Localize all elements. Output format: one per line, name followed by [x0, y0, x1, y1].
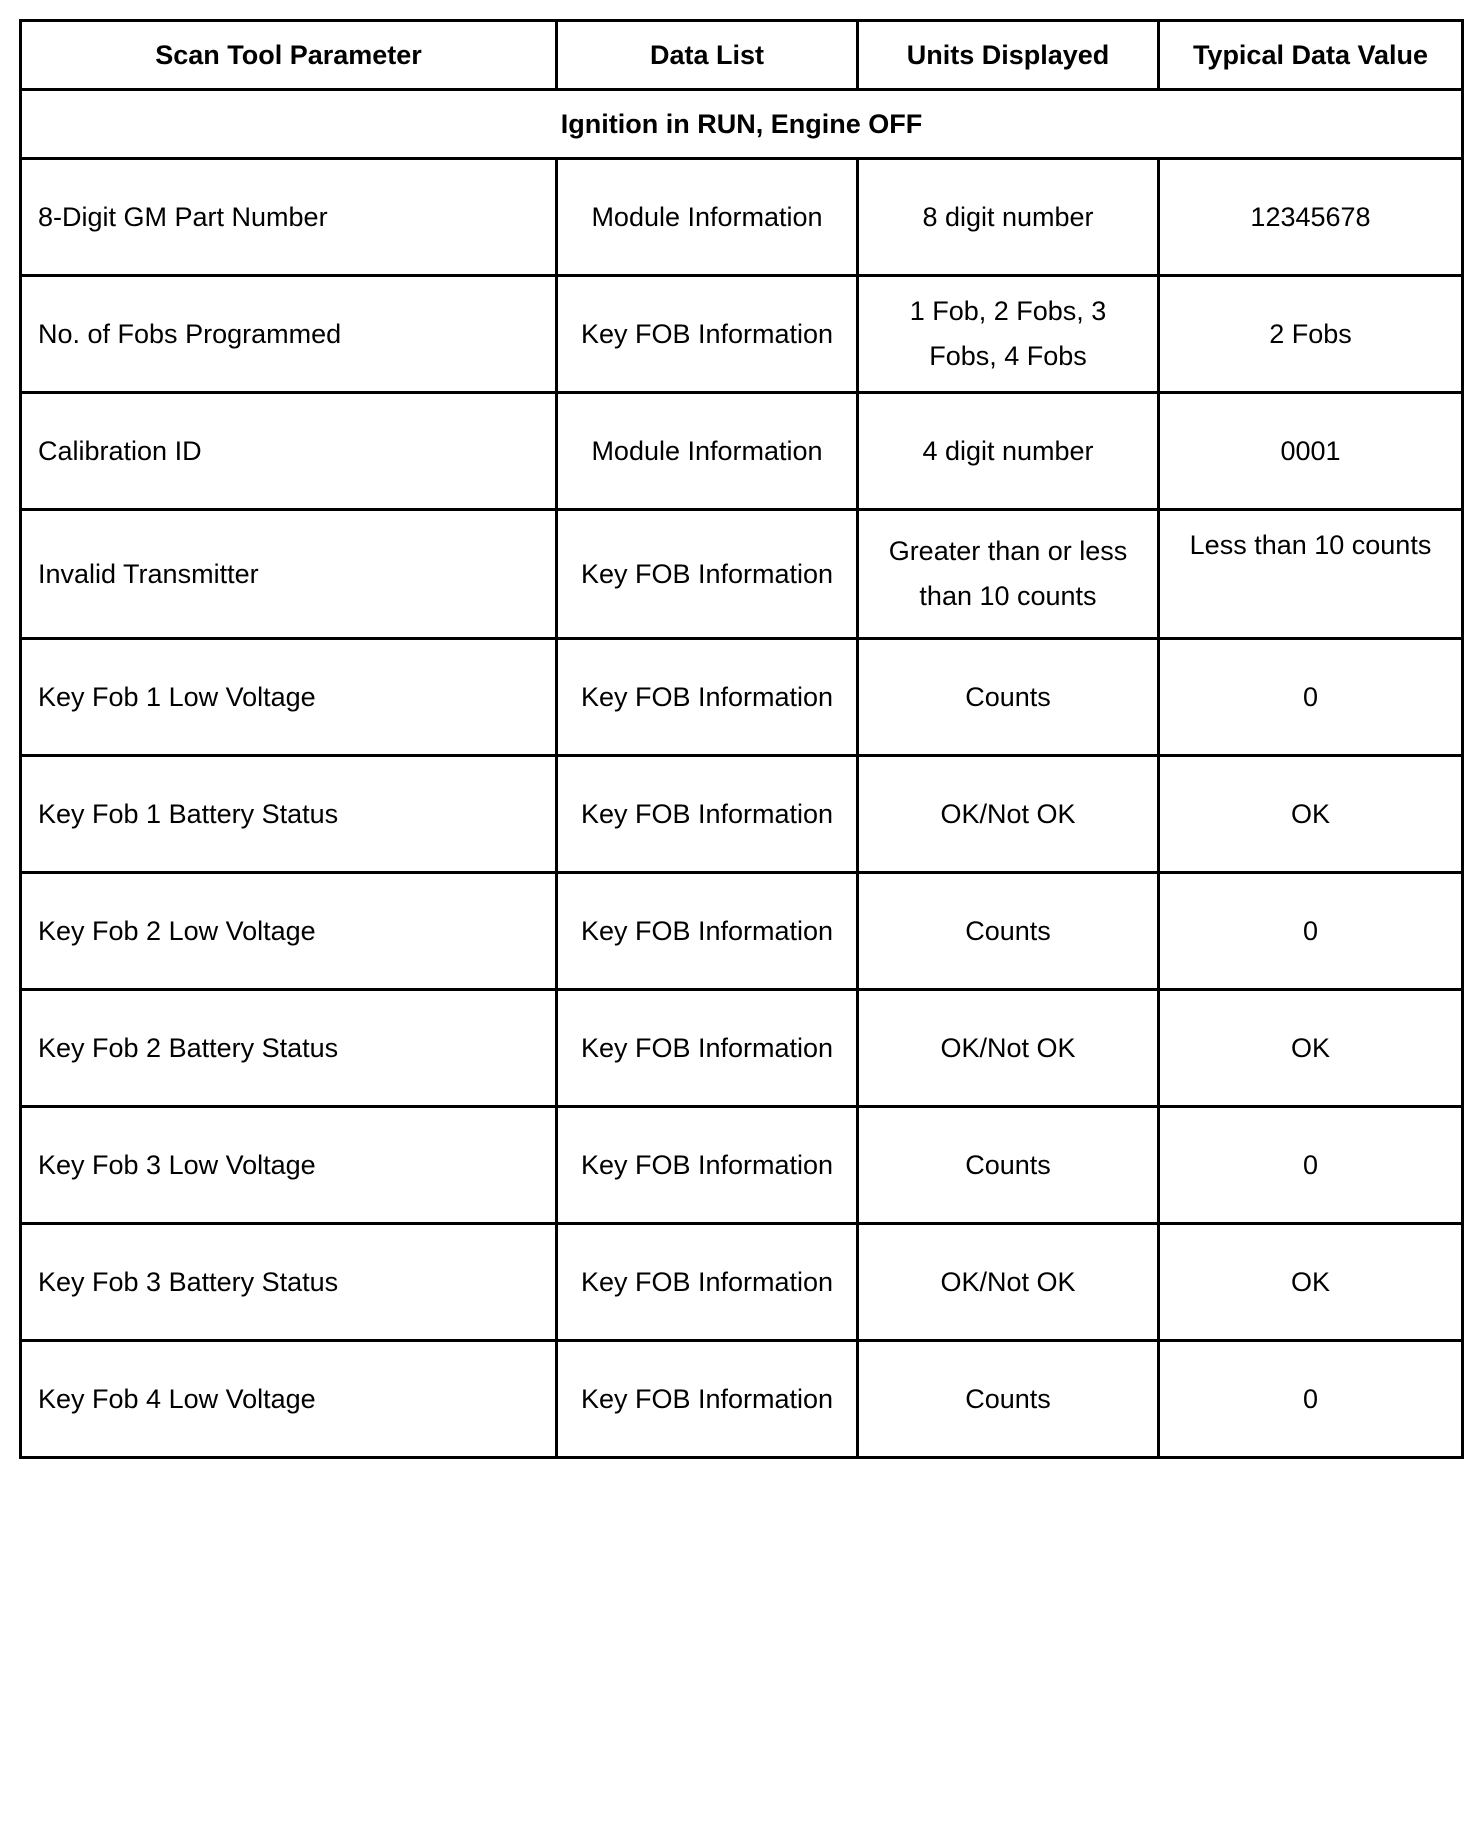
data-list-cell: Module Information — [557, 393, 858, 510]
data-list-cell: Key FOB Information — [557, 1107, 858, 1224]
table-row — [21, 756, 1463, 873]
value-cell: 0 — [1159, 1341, 1463, 1458]
data-list-cell: Key FOB Information — [557, 639, 858, 756]
param-cell: Key Fob 3 Battery Status — [21, 1224, 557, 1341]
data-list-cell: Module Information — [557, 159, 858, 276]
data-list-cell: Key FOB Information — [557, 1341, 858, 1458]
value-cell: OK — [1159, 756, 1463, 873]
units-cell: Greater than or less than 10 counts — [858, 510, 1159, 639]
data-list-cell: Key FOB Information — [557, 873, 858, 990]
units-cell: 1 Fob, 2 Fobs, 3 Fobs, 4 Fobs — [858, 276, 1159, 393]
header-data-list: Data List — [557, 21, 858, 90]
value-cell: 0 — [1159, 873, 1463, 990]
param-cell: Key Fob 1 Low Voltage — [21, 639, 557, 756]
param-cell: Invalid Transmitter — [21, 510, 557, 639]
value-cell: OK — [1159, 990, 1463, 1107]
table-row — [21, 639, 1463, 756]
param-cell: 8-Digit GM Part Number — [21, 159, 557, 276]
header-units-displayed: Units Displayed — [858, 21, 1159, 90]
scan-tool-data-table — [19, 19, 1464, 1459]
table-row — [21, 1341, 1463, 1458]
value-cell: OK — [1159, 1224, 1463, 1341]
value-cell: 2 Fobs — [1159, 276, 1463, 393]
table-header-row — [21, 21, 1463, 90]
data-list-cell: Key FOB Information — [557, 276, 858, 393]
units-cell: 4 digit number — [858, 393, 1159, 510]
value-cell: Less than 10 counts — [1159, 510, 1463, 639]
units-cell: Counts — [858, 1107, 1159, 1224]
data-list-cell: Key FOB Information — [557, 756, 858, 873]
units-cell: OK/Not OK — [858, 756, 1159, 873]
section-row — [21, 90, 1463, 159]
table-row — [21, 873, 1463, 990]
units-cell: OK/Not OK — [858, 990, 1159, 1107]
param-cell: Key Fob 2 Battery Status — [21, 990, 557, 1107]
units-cell: Counts — [858, 1341, 1159, 1458]
param-cell: Key Fob 4 Low Voltage — [21, 1341, 557, 1458]
param-cell: No. of Fobs Programmed — [21, 276, 557, 393]
units-cell: Counts — [858, 639, 1159, 756]
units-cell: OK/Not OK — [858, 1224, 1159, 1341]
data-list-cell: Key FOB Information — [557, 990, 858, 1107]
data-list-cell: Key FOB Information — [557, 1224, 858, 1341]
value-cell: 0001 — [1159, 393, 1463, 510]
table-row — [21, 393, 1463, 510]
table-row — [21, 276, 1463, 393]
param-cell: Key Fob 1 Battery Status — [21, 756, 557, 873]
units-cell: Counts — [858, 873, 1159, 990]
table-row — [21, 159, 1463, 276]
table-row — [21, 1107, 1463, 1224]
table-row — [21, 510, 1463, 639]
value-cell: 0 — [1159, 1107, 1463, 1224]
table-row — [21, 1224, 1463, 1341]
header-scan-tool-parameter: Scan Tool Parameter — [21, 21, 557, 90]
param-cell: Key Fob 2 Low Voltage — [21, 873, 557, 990]
data-list-cell: Key FOB Information — [557, 510, 858, 639]
value-cell: 0 — [1159, 639, 1463, 756]
value-cell: 12345678 — [1159, 159, 1463, 276]
table-row — [21, 990, 1463, 1107]
units-cell: 8 digit number — [858, 159, 1159, 276]
param-cell: Key Fob 3 Low Voltage — [21, 1107, 557, 1224]
section-title: Ignition in RUN, Engine OFF — [21, 90, 1463, 159]
header-typical-data-value: Typical Data Value — [1159, 21, 1463, 90]
param-cell: Calibration ID — [21, 393, 557, 510]
